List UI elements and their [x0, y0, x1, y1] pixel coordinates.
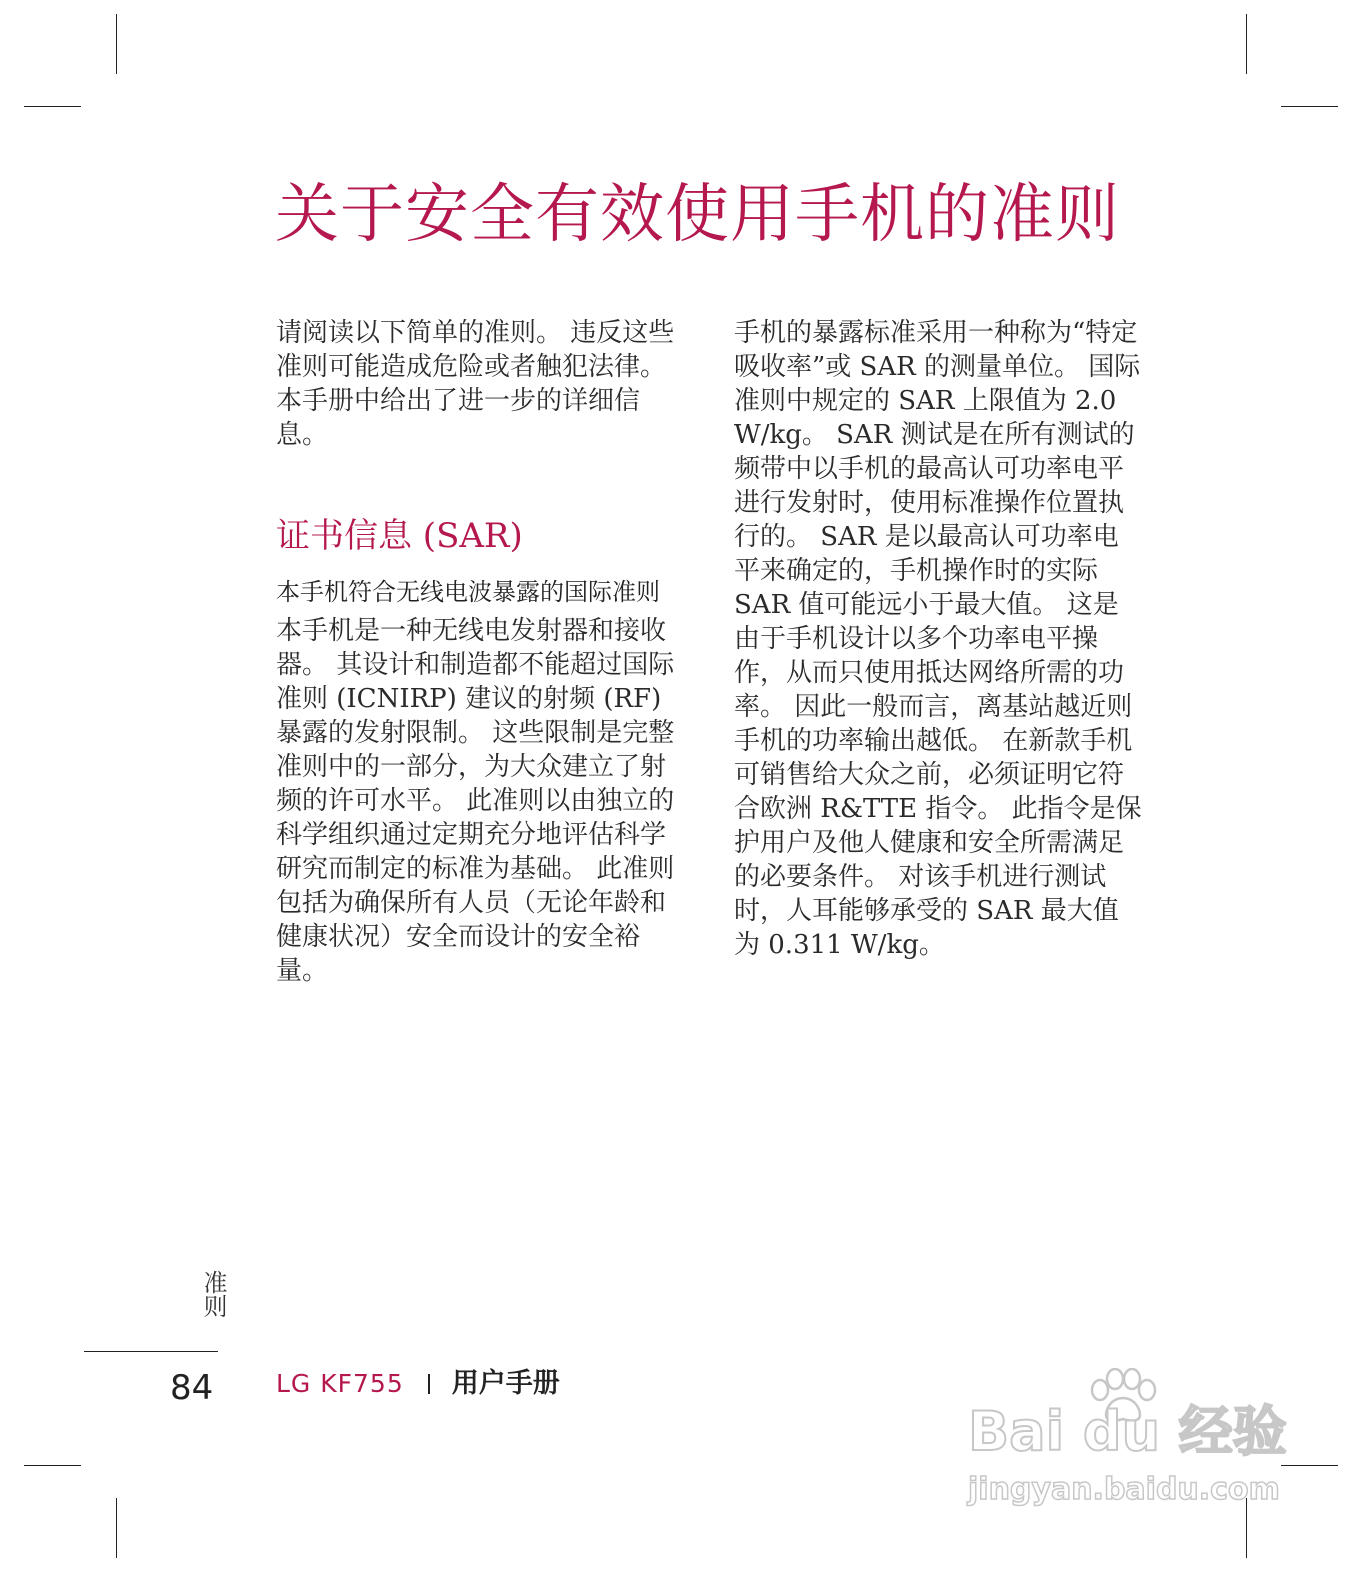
crop-mark-top-left-vertical [116, 14, 117, 74]
side-divider [84, 1351, 218, 1352]
crop-mark-top-left-horizontal [24, 106, 81, 107]
crop-mark-bottom-right-horizontal [1281, 1465, 1338, 1466]
crop-mark-bottom-left-vertical [116, 1498, 117, 1558]
section-subtitle: 本手机符合无线电波暴露的国际准则 [276, 578, 660, 606]
crop-mark-bottom-left-horizontal [24, 1465, 81, 1466]
footer-manual-title: 用户手册 [451, 1368, 560, 1399]
watermark-logo-text: Bai du 经验 [968, 1400, 1287, 1463]
side-section-label: 准则 [199, 1270, 227, 1318]
intro-paragraph: 请阅读以下简单的准则。 违反这些准则可能造成危险或者触犯法律。 本手册中给出了进一步的详细信息。 [276, 318, 675, 450]
page-number: 84 [170, 1368, 214, 1408]
watermark-url: jingyan.baidu.com [968, 1472, 1280, 1507]
page-title: 关于安全有效使用手机的准则 [275, 178, 1120, 252]
left-column [276, 316, 686, 988]
section-title: 证书信息 (SAR) [276, 516, 523, 556]
footer-separator [428, 1374, 430, 1394]
baidu-watermark [968, 1368, 1288, 1528]
sar-paragraph-2: 手机的暴露标准采用一种称为“特定吸收率”或 SAR 的测量单位。 国际准则中规定的 SAR 上限值为 2.0 W/kg。 SAR 测试是在所有测试的频带中以手机的最高认可功率电平进行发射时，使用标准操作位置执行的。 SAR 是以最高认可功率电平来确定的，手机操作时的实际 SAR 值可能远小于最大值。 这是由于手机设计以多个功率电平操作，从而只使用抵达网络所需的功率。 因此一般而言，离基站越近则手机的功率输出越低。 在新款手机可销售给大众之前，必须证明它符合欧洲 R&TTE 指令。 此指令是保护用户及他人健康和安全所需满足的必要条件。 对该手机进行测试时，人耳能够承受的 SAR 最大值为 0.311 W/kg。 [734, 318, 1142, 960]
crop-mark-top-right-horizontal [1281, 106, 1338, 107]
right-column [734, 316, 1142, 962]
footer-brand: LG KF755 [276, 1369, 404, 1398]
sar-paragraph-1: 本手机是一种无线电发射器和接收器。 其设计和制造都不能超过国际准则 (ICNIRP) 建议的射频 (RF) 暴露的发射限制。 这些限制是完整准则中的一部分，为大众建立了射频的许可水平。 此准则以由独立的科学组织通过定期充分地评估科学研究而制定的标准为基础。 此准则包括为确保所有人员（无论年龄和健康状况）安全而设计的安全裕量。 [276, 616, 675, 986]
footer [276, 1364, 560, 1404]
crop-mark-top-right-vertical [1246, 14, 1247, 74]
